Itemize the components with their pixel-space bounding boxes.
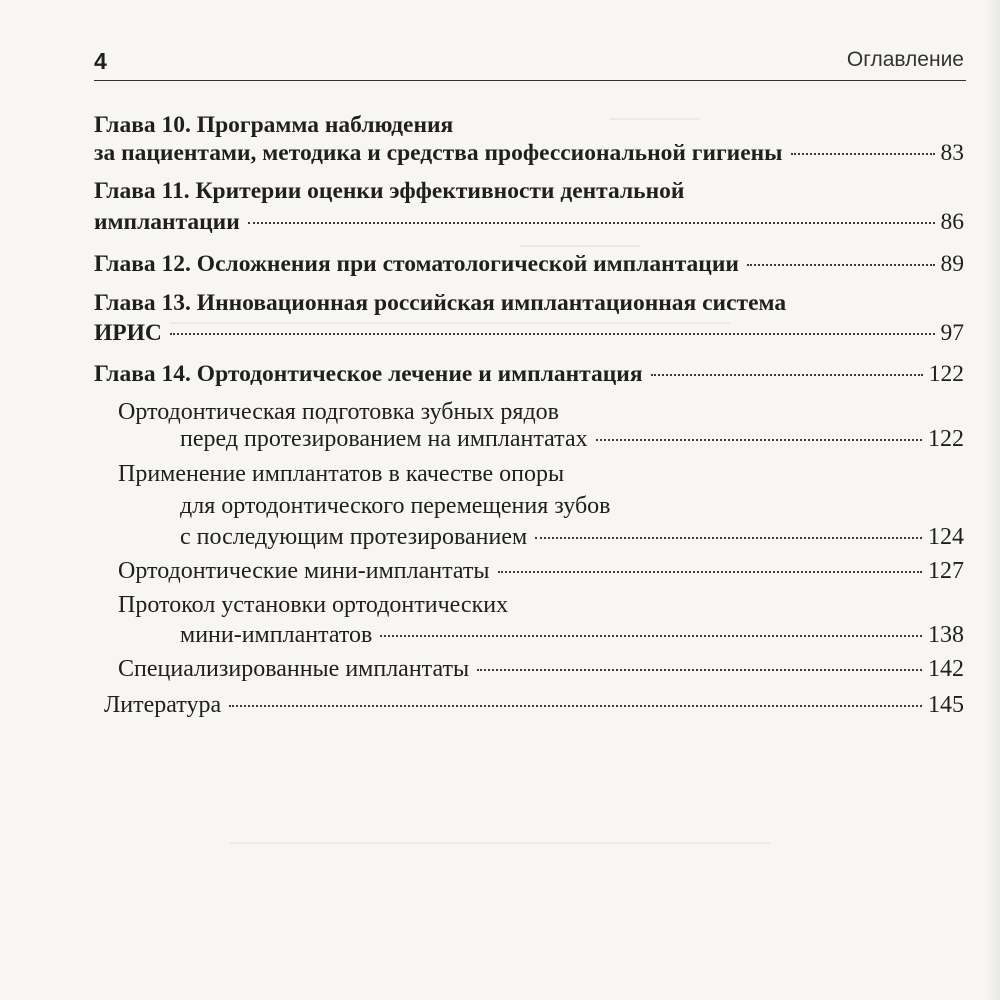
bleed-through-mark bbox=[610, 118, 700, 120]
dot-leader bbox=[791, 153, 935, 155]
dot-leader bbox=[170, 333, 935, 335]
toc-entry[interactable] bbox=[104, 690, 964, 720]
toc-subentry[interactable] bbox=[118, 556, 964, 586]
toc-page-number: 97 bbox=[940, 320, 964, 346]
bleed-through-mark bbox=[230, 842, 770, 844]
toc-subentry[interactable] bbox=[118, 654, 964, 684]
toc-subentry[interactable] bbox=[180, 620, 964, 650]
toc-subentry-title: Применение имплантатов в качестве опоры bbox=[118, 461, 565, 487]
toc-subentry-title: Ортодонтические мини-имплантаты bbox=[118, 558, 490, 584]
page-header bbox=[94, 44, 964, 78]
header-rule bbox=[94, 80, 966, 81]
toc-page-number: 124 bbox=[928, 524, 964, 550]
dot-leader bbox=[596, 439, 922, 441]
page-edge-shadow bbox=[986, 0, 1000, 1000]
toc-entry[interactable] bbox=[94, 249, 964, 279]
dot-leader bbox=[380, 635, 922, 637]
toc-entry-title: за пациентами, методика и средства профессиональной гигиены bbox=[94, 140, 783, 166]
toc-page-number: 122 bbox=[928, 426, 964, 452]
toc-subentry-title: с последующим протезированием bbox=[180, 524, 528, 550]
toc-entry-title: Глава 10. Программа наблюдения bbox=[94, 112, 454, 138]
page-number: 4 bbox=[94, 48, 107, 74]
toc-page-number: 83 bbox=[940, 140, 964, 166]
bleed-through-mark bbox=[520, 245, 640, 247]
toc-page-number: 86 bbox=[940, 209, 964, 235]
toc-entry-title: Глава 12. Осложнения при стоматологической имплантации bbox=[94, 251, 739, 277]
toc-page-number: 138 bbox=[928, 622, 964, 648]
toc-entry-title: Глава 14. Ортодонтическое лечение и имплантация bbox=[94, 361, 643, 387]
toc-entry-title: Глава 11. Критерии оценки эффективности дентальной bbox=[94, 178, 685, 204]
toc-subentry-title: Протокол установки ортодонтических bbox=[118, 592, 509, 618]
toc-entry-title: ИРИС bbox=[94, 320, 162, 346]
toc-subentry-title: мини-имплантатов bbox=[180, 622, 373, 648]
toc-page-number: 145 bbox=[928, 692, 964, 718]
toc-subentry-title: Ортодонтическая подготовка зубных рядов bbox=[118, 399, 560, 425]
toc-page-number: 122 bbox=[928, 361, 964, 387]
dot-leader bbox=[229, 705, 922, 707]
running-title: Оглавление bbox=[846, 48, 964, 71]
toc-entry[interactable] bbox=[94, 207, 964, 237]
toc-entry-title: Глава 13. Инновационная российская имплантационная система bbox=[94, 290, 787, 316]
dot-leader bbox=[651, 374, 923, 376]
toc-entry-title: имплантации bbox=[94, 209, 240, 235]
toc-page-number: 142 bbox=[928, 656, 964, 682]
toc-subentry-title: перед протезированием на имплантатах bbox=[180, 426, 588, 452]
toc-page-number: 89 bbox=[940, 251, 964, 277]
dot-leader bbox=[498, 571, 923, 573]
toc-entry[interactable] bbox=[94, 318, 964, 348]
dot-leader bbox=[535, 537, 922, 539]
toc-entry[interactable] bbox=[94, 138, 964, 168]
toc-subentry[interactable] bbox=[180, 522, 964, 552]
dot-leader bbox=[477, 669, 922, 671]
toc-entry[interactable] bbox=[94, 359, 964, 389]
dot-leader bbox=[248, 222, 935, 224]
dot-leader bbox=[747, 264, 935, 266]
toc-subentry-title: для ортодонтического перемещения зубов bbox=[180, 493, 611, 519]
toc-subentry[interactable] bbox=[180, 424, 964, 454]
toc-subentry-title: Специализированные имплантаты bbox=[118, 656, 470, 682]
toc-entry-title: Литература bbox=[104, 692, 222, 718]
toc-page-number: 127 bbox=[928, 558, 964, 584]
